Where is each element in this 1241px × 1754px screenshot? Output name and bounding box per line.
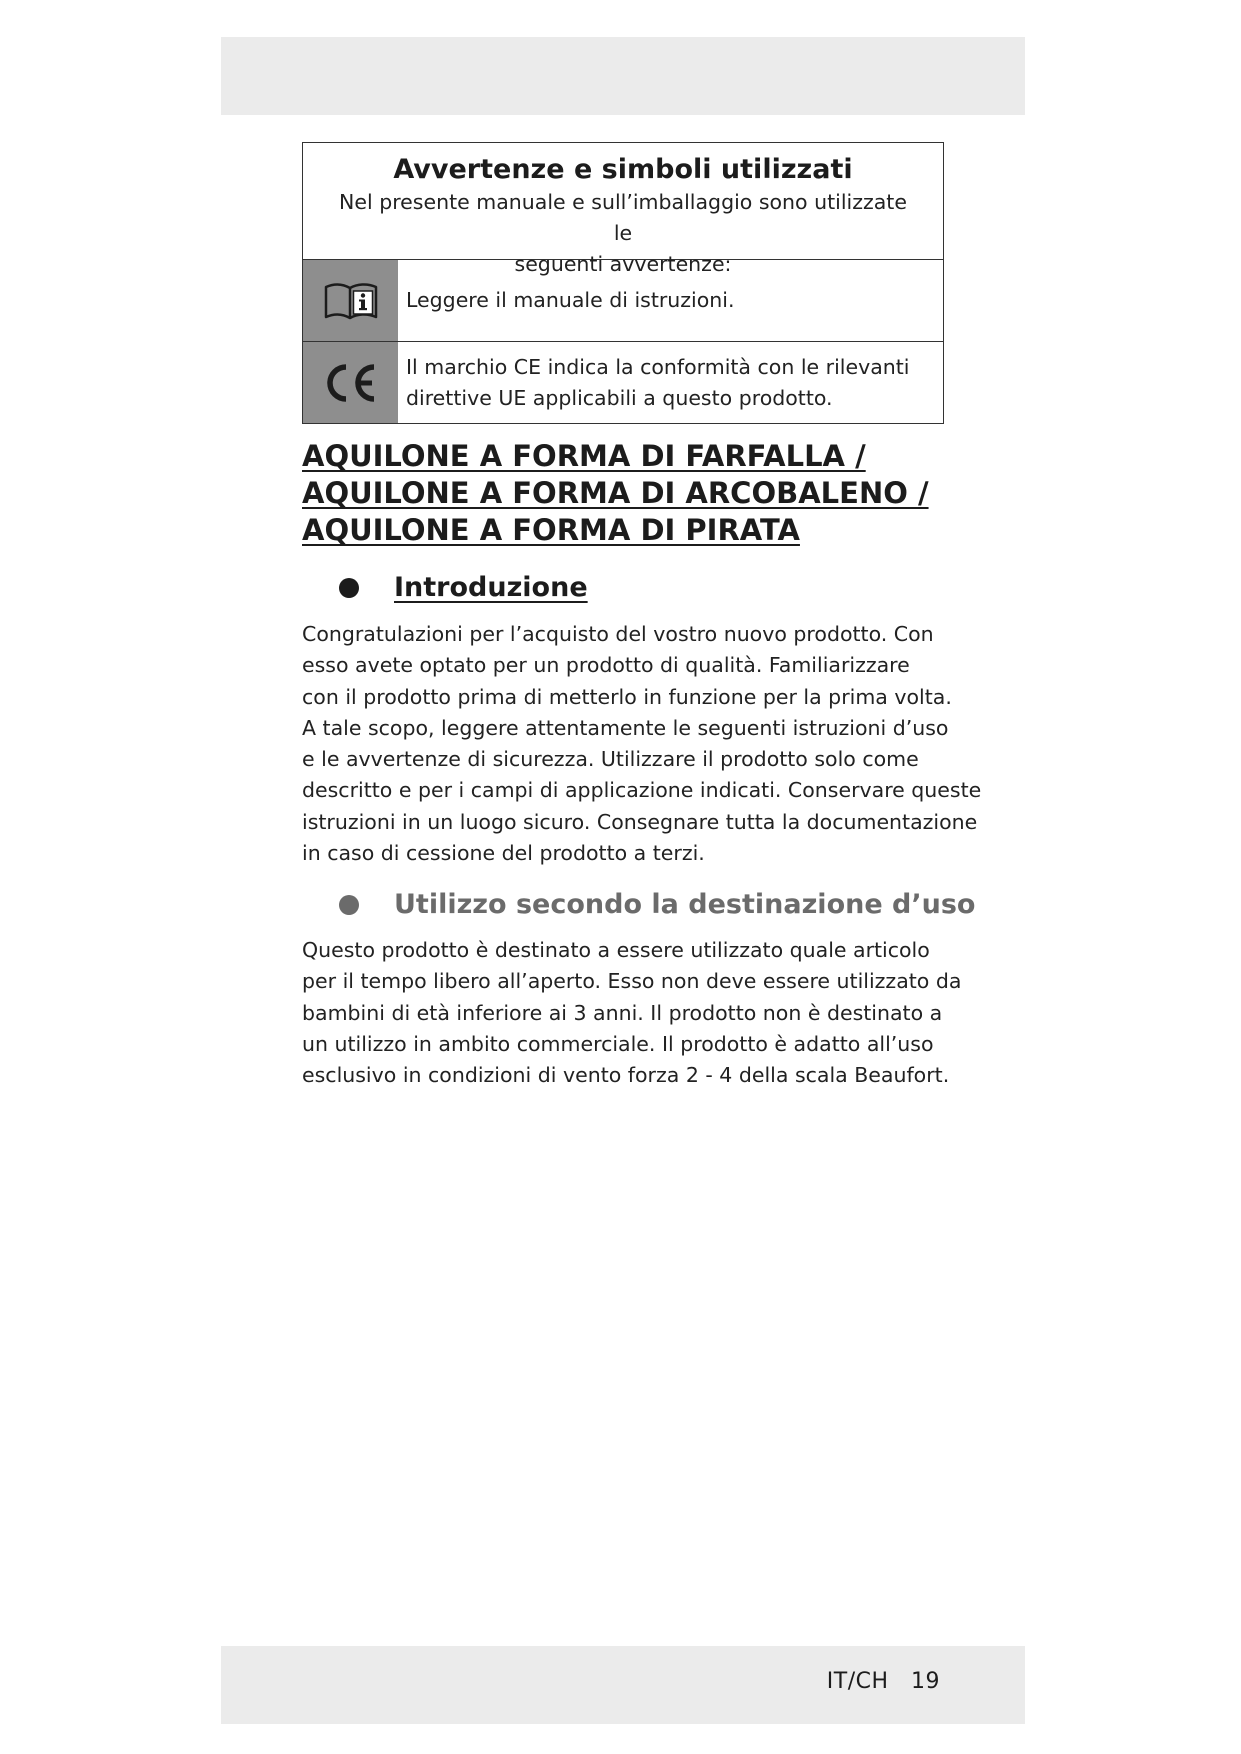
product-title-line: AQUILONE A FORMA DI FARFALLA / (302, 439, 866, 473)
bullet-icon (339, 895, 359, 915)
warning-icon-cell (303, 260, 398, 341)
body-line: istruzioni in un luogo sicuro. Consegnare tutta la documentazione (302, 809, 978, 834)
product-title (302, 438, 982, 549)
body-line: Questo prodotto è destinato a essere utilizzato quale articolo (302, 938, 930, 962)
warning-row-ce (303, 342, 943, 423)
ce-mark-icon (321, 361, 381, 405)
body-line: descritto e per i campi di applicazione indicati. Conservare queste (302, 778, 982, 803)
section-body-introduzione (302, 619, 982, 869)
warning-text-manual: Leggere il manuale di istruzioni. (406, 288, 735, 312)
body-line: esso avete optato per un prodotto di qualità. Familiarizzare (302, 653, 910, 678)
bullet-icon (339, 578, 359, 598)
footer-band (221, 1646, 1025, 1724)
warning-text-line: Il marchio CE indica la conformità con le rilevanti (406, 354, 910, 379)
section-heading-introduzione (339, 572, 588, 603)
product-title-line: AQUILONE A FORMA DI PIRATA (302, 513, 800, 547)
body-line: in caso di cessione del prodotto a terzi. (302, 841, 705, 866)
warning-text-line: direttive UE applicabili a questo prodotto. (406, 385, 833, 410)
section-heading-label: Introduzione (394, 572, 588, 603)
body-line: esclusivo in condizioni di vento forza 2 - 4 della scala Beaufort. (302, 1063, 950, 1088)
warning-icon-cell (303, 342, 398, 423)
page-number-label: IT/CH 19 (826, 1669, 940, 1694)
body-line: per il tempo libero all’aperto. Esso non deve essere utilizzato da (302, 969, 962, 994)
body-line: con il prodotto prima di metterlo in funzione per la prima volta. (302, 684, 952, 709)
product-title-line: AQUILONE A FORMA DI ARCOBALENO / (302, 476, 929, 510)
warnings-subtitle-line: Nel presente manuale e sull’imballaggio sono utilizzate le (339, 190, 907, 245)
section-heading-label: Utilizzo secondo la destinazione d’uso (394, 889, 976, 920)
section-heading-utilizzo (339, 889, 975, 920)
warnings-subtitle-line: seguenti avvertenze: (514, 252, 732, 276)
header-band (221, 37, 1025, 115)
warnings-header (303, 143, 943, 276)
body-line: A tale scopo, leggere attentamente le seguenti istruzioni d’uso (302, 715, 949, 740)
warning-text-ce (398, 342, 943, 423)
body-line: un utilizzo in ambito commerciale. Il prodotto è adatto all’uso (302, 1031, 934, 1056)
body-line: bambini di età inferiore ai 3 anni. Il prodotto non è destinato a (302, 1000, 943, 1025)
warning-row-manual (303, 260, 943, 342)
manual-info-icon (323, 281, 379, 321)
body-line: e le avvertenze di sicurezza. Utilizzare il prodotto solo come (302, 747, 919, 772)
body-line: Congratulazioni per l’acquisto del vostro nuovo prodotto. Con (302, 622, 934, 646)
warnings-table (302, 142, 944, 424)
warnings-title: Avvertenze e simboli utilizzati (393, 154, 853, 185)
section-body-utilizzo (302, 935, 962, 1091)
